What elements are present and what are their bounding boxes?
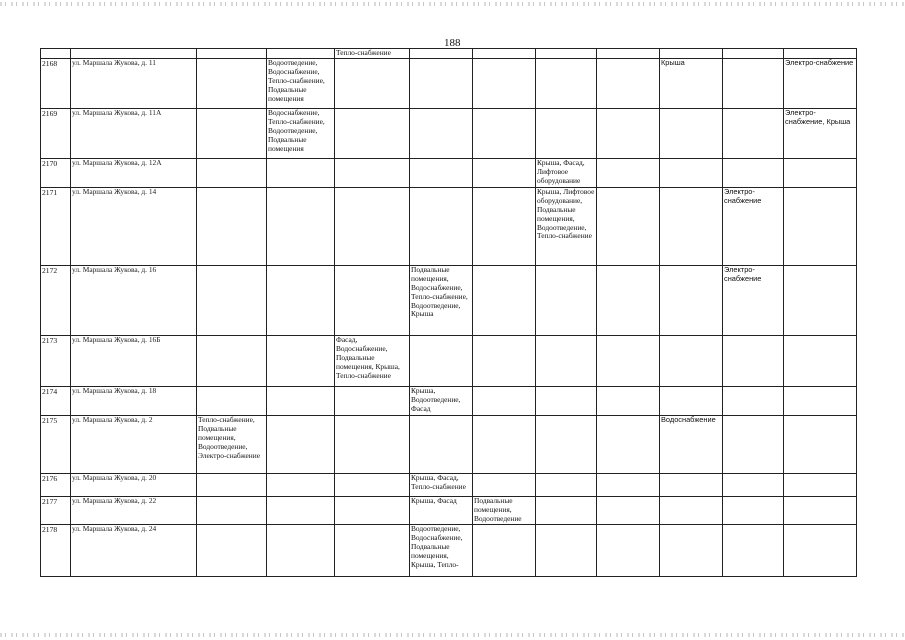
works-cell xyxy=(473,188,536,266)
works-cell xyxy=(197,266,267,336)
works-cell xyxy=(267,188,335,266)
address-cell: ул. Маршала Жукова, д. 14 xyxy=(71,188,197,266)
works-cell xyxy=(267,497,335,525)
works-cell xyxy=(660,525,723,577)
works-cell xyxy=(410,336,473,387)
works-cell: Тепло-снабжение xyxy=(335,49,410,59)
works-cell xyxy=(197,336,267,387)
works-cell xyxy=(410,159,473,188)
table-row xyxy=(41,109,857,159)
address-cell: ул. Маршала Жукова, д. 2 xyxy=(71,416,197,474)
works-cell xyxy=(784,188,857,266)
works-cell xyxy=(597,416,660,474)
row-number: 2173 xyxy=(41,336,71,387)
works-cell: Водоснабжение, Тепло-снабжение, Водоотведение, Подвальные помещения xyxy=(267,109,335,159)
works-cell xyxy=(410,59,473,109)
works-cell xyxy=(597,497,660,525)
works-cell xyxy=(660,266,723,336)
works-cell xyxy=(410,109,473,159)
works-cell xyxy=(597,387,660,416)
works-cell xyxy=(597,49,660,59)
works-cell xyxy=(335,416,410,474)
works-cell xyxy=(335,159,410,188)
works-cell xyxy=(473,525,536,577)
works-cell xyxy=(536,474,597,497)
works-cell xyxy=(536,109,597,159)
address-cell: ул. Маршала Жукова, д. 22 xyxy=(71,497,197,525)
works-cell xyxy=(660,49,723,59)
works-cell xyxy=(473,416,536,474)
works-cell xyxy=(473,266,536,336)
works-cell xyxy=(197,159,267,188)
works-cell xyxy=(597,159,660,188)
table-row xyxy=(41,188,857,266)
works-cell xyxy=(473,59,536,109)
works-cell xyxy=(267,474,335,497)
works-cell xyxy=(267,49,335,59)
works-cell xyxy=(197,525,267,577)
works-cell xyxy=(723,416,784,474)
works-cell xyxy=(335,387,410,416)
works-cell xyxy=(536,336,597,387)
address-cell: ул. Маршала Жукова, д. 11 xyxy=(71,59,197,109)
table-row xyxy=(41,525,857,577)
works-cell xyxy=(197,109,267,159)
works-cell xyxy=(473,387,536,416)
works-cell xyxy=(536,497,597,525)
works-cell xyxy=(660,387,723,416)
table-row xyxy=(41,474,857,497)
address-cell: ул. Маршала Жукова, д. 11А xyxy=(71,109,197,159)
table-row xyxy=(41,159,857,188)
works-cell xyxy=(410,416,473,474)
works-cell xyxy=(335,188,410,266)
works-cell xyxy=(723,525,784,577)
works-cell: Крыша, Фасад, Лифтовое оборудование xyxy=(536,159,597,188)
works-cell xyxy=(410,188,473,266)
table-row xyxy=(41,266,857,336)
works-cell: Фасад, Водоснабжение, Подвальные помещения, Крыша, Тепло-снабжение xyxy=(335,336,410,387)
works-cell xyxy=(660,159,723,188)
table-row xyxy=(41,59,857,109)
works-cell xyxy=(660,497,723,525)
works-cell xyxy=(536,525,597,577)
works-cell xyxy=(723,497,784,525)
works-cell xyxy=(197,49,267,59)
works-cell xyxy=(723,159,784,188)
works-cell xyxy=(597,474,660,497)
works-cell xyxy=(723,336,784,387)
works-cell xyxy=(723,474,784,497)
address-cell: ул. Маршала Жукова, д. 16Б xyxy=(71,336,197,387)
row-number: 2177 xyxy=(41,497,71,525)
address-cell xyxy=(71,49,197,59)
works-cell xyxy=(197,188,267,266)
works-cell xyxy=(197,59,267,109)
works-cell xyxy=(597,336,660,387)
row-number: 2178 xyxy=(41,525,71,577)
works-cell xyxy=(597,266,660,336)
row-number: 2175 xyxy=(41,416,71,474)
works-cell xyxy=(267,336,335,387)
table-row xyxy=(41,336,857,387)
row-number xyxy=(41,49,71,59)
works-cell xyxy=(335,59,410,109)
address-cell: ул. Маршала Жукова, д. 18 xyxy=(71,387,197,416)
works-cell xyxy=(197,387,267,416)
row-number: 2169 xyxy=(41,109,71,159)
address-cell: ул. Маршала Жукова, д. 16 xyxy=(71,266,197,336)
scan-noise-top xyxy=(0,2,905,6)
works-cell: Электро-снабжение xyxy=(784,59,857,109)
row-number: 2171 xyxy=(41,188,71,266)
works-cell xyxy=(660,109,723,159)
works-cell xyxy=(267,416,335,474)
works-cell xyxy=(784,336,857,387)
works-cell: Крыша, Водоотведение, Фасад xyxy=(410,387,473,416)
works-cell: Крыша xyxy=(660,59,723,109)
row-number: 2172 xyxy=(41,266,71,336)
row-number: 2176 xyxy=(41,474,71,497)
works-cell xyxy=(335,266,410,336)
address-cell: ул. Маршала Жукова, д. 12А xyxy=(71,159,197,188)
table-row xyxy=(41,416,857,474)
works-cell: Подвальные помещения, Водоотведение xyxy=(473,497,536,525)
works-cell xyxy=(536,387,597,416)
works-cell: Водоотведение, Водоснабжение, Подвальные помещения, Крыша, Тепло- xyxy=(410,525,473,577)
row-number: 2174 xyxy=(41,387,71,416)
works-cell xyxy=(335,109,410,159)
works-cell xyxy=(473,474,536,497)
works-cell xyxy=(660,474,723,497)
works-cell xyxy=(660,336,723,387)
page-number: 188 xyxy=(444,37,461,49)
works-cell xyxy=(473,49,536,59)
works-cell xyxy=(723,59,784,109)
works-cell xyxy=(473,336,536,387)
works-cell xyxy=(473,159,536,188)
works-cell xyxy=(536,49,597,59)
works-cell xyxy=(597,188,660,266)
works-cell xyxy=(597,59,660,109)
works-cell xyxy=(536,59,597,109)
works-cell: Электро-снабжение xyxy=(723,266,784,336)
works-cell: Тепло-снабжение, Подвальные помещения, Водоотведение, Электро-снабжение xyxy=(197,416,267,474)
works-cell xyxy=(536,416,597,474)
works-cell xyxy=(784,387,857,416)
works-cell: Крыша, Фасад xyxy=(410,497,473,525)
works-cell xyxy=(536,266,597,336)
works-cell: Водоснабжение xyxy=(660,416,723,474)
scan-noise-bottom xyxy=(0,633,905,637)
works-cell xyxy=(597,109,660,159)
works-cell xyxy=(784,474,857,497)
works-cell: Водоотведение, Водоснабжение, Тепло-снабжение, Подвальные помещения xyxy=(267,59,335,109)
works-cell xyxy=(784,49,857,59)
works-cell xyxy=(267,387,335,416)
works-cell xyxy=(784,266,857,336)
works-cell xyxy=(597,525,660,577)
works-cell xyxy=(197,497,267,525)
works-cell xyxy=(784,525,857,577)
works-cell: Электро-снабжение xyxy=(723,188,784,266)
row-number: 2168 xyxy=(41,59,71,109)
works-cell: Подвальные помещения, Водоснабжение, Тепло-снабжение, Водоотведение, Крыша xyxy=(410,266,473,336)
works-cell xyxy=(335,497,410,525)
table-row xyxy=(41,49,857,59)
works-cell xyxy=(410,49,473,59)
works-cell xyxy=(267,266,335,336)
works-cell xyxy=(335,525,410,577)
works-cell xyxy=(723,109,784,159)
works-cell xyxy=(473,109,536,159)
works-cell: Электро-снабжение, Крыша xyxy=(784,109,857,159)
works-cell xyxy=(335,474,410,497)
row-number: 2170 xyxy=(41,159,71,188)
works-cell xyxy=(267,525,335,577)
works-cell xyxy=(267,159,335,188)
table-row xyxy=(41,497,857,525)
address-cell: ул. Маршала Жукова, д. 20 xyxy=(71,474,197,497)
table-row xyxy=(41,387,857,416)
works-cell xyxy=(197,474,267,497)
works-cell xyxy=(784,416,857,474)
address-cell: ул. Маршала Жукова, д. 24 xyxy=(71,525,197,577)
works-cell xyxy=(723,387,784,416)
works-cell xyxy=(723,49,784,59)
works-register-table xyxy=(40,48,857,577)
works-cell xyxy=(784,497,857,525)
works-cell xyxy=(784,159,857,188)
works-cell: Крыша, Лифтовое оборудование, Подвальные помещения, Водоотведение, Тепло-снабжение xyxy=(536,188,597,266)
works-cell: Крыша, Фасад, Тепло-снабжение xyxy=(410,474,473,497)
works-cell xyxy=(660,188,723,266)
